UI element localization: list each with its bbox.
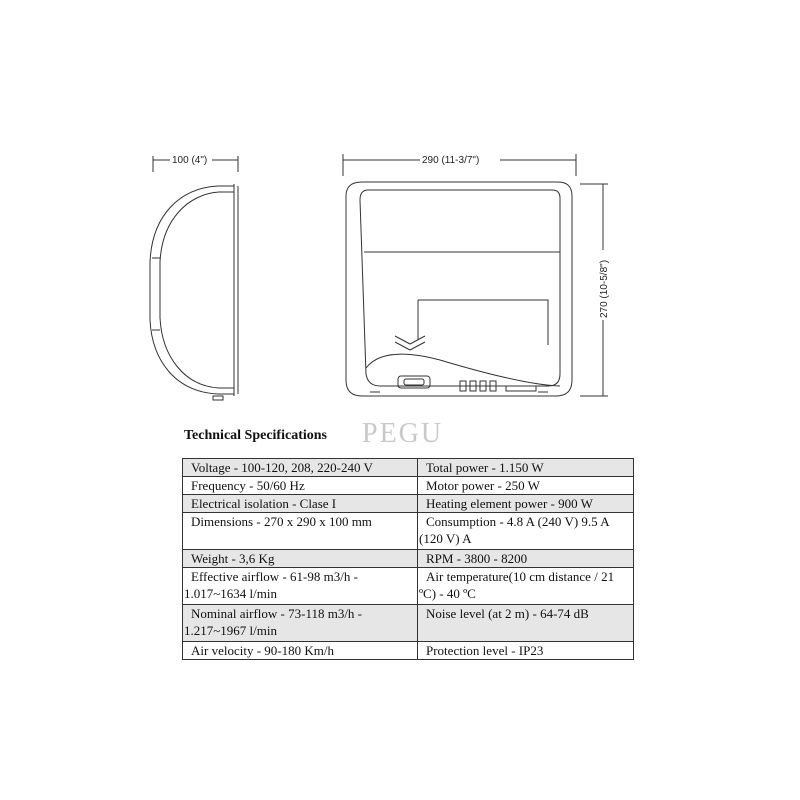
spec-row [183,568,634,605]
front-width-dimension: 290 (11-3/7") [422,155,480,166]
spec-text: Voltage - 100-120, 208, 220-240 V [191,460,373,475]
spec-text: 1.017~1634 l/min [184,586,277,601]
spec-text: Nominal airflow - 73-118 m3/h - [191,606,363,621]
spec-cell-left [183,605,418,642]
spec-table [182,458,634,660]
spec-text: 1.217~1967 l/min [184,623,277,638]
spec-cell-left [183,568,418,605]
spec-cell-right [418,459,634,477]
spec-text: Motor power - 250 W [426,478,540,493]
spec-row [183,642,634,660]
spec-text: Effective airflow - 61-98 m3/h - [191,569,358,584]
spec-cell-right [418,495,634,513]
spec-text: Dimensions - 270 x 290 x 100 mm [191,514,372,529]
spec-cell-right [418,605,634,642]
spec-row [183,477,634,495]
spec-cell-left [183,513,418,550]
spec-text: Air temperature(10 cm distance / 21 [426,569,615,584]
spec-text: ºC) - 40 ºC [419,586,476,601]
spec-row [183,513,634,550]
spec-cell-left [183,550,418,568]
spec-text: (120 V) A [419,531,472,546]
spec-cell-left [183,495,418,513]
side-view [150,156,238,400]
spec-cell-right [418,513,634,550]
spec-text: Protection level - IP23 [426,643,544,658]
spec-row [183,495,634,513]
spec-text: Electrical isolation - Clase I [191,496,337,511]
spec-row [183,459,634,477]
spec-text: Noise level (at 2 m) - 64-74 dB [426,606,589,621]
front-height-dimension: 270 (10-5/8") [599,259,610,318]
spec-title: Technical Specifications [184,428,327,443]
spec-text: Consumption - 4.8 A (240 V) 9.5 A [426,514,610,529]
spec-text: Weight - 3,6 Kg [191,551,275,566]
spec-cell-right [418,642,634,660]
watermark-logo: PEGU [362,418,444,449]
spec-text: Air velocity - 90-180 Km/h [191,643,334,658]
spec-cell-left [183,642,418,660]
spec-row [183,550,634,568]
spec-cell-left [183,477,418,495]
spec-cell-right [418,568,634,605]
spec-text: Total power - 1.150 W [426,460,544,475]
spec-cell-right [418,550,634,568]
front-view [343,154,608,396]
side-width-dimension: 100 (4") [172,155,208,166]
spec-cell-right [418,477,634,495]
spec-row [183,605,634,642]
spec-text: Heating element power - 900 W [426,496,593,511]
spec-text: RPM - 3800 - 8200 [426,551,528,566]
spec-cell-left [183,459,418,477]
spec-text: Frequency - 50/60 Hz [191,478,305,493]
